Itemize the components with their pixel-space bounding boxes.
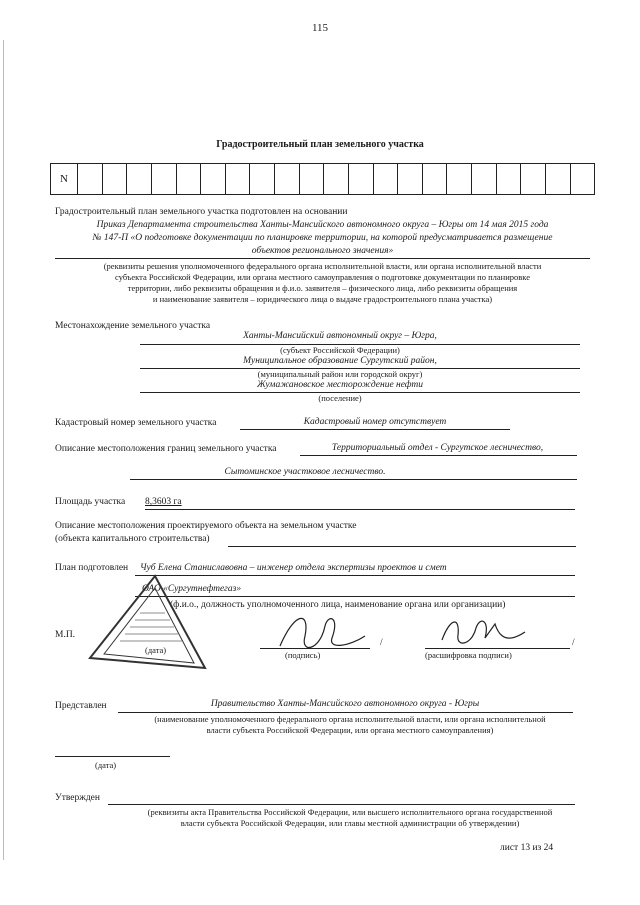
- presented-date-line: [55, 756, 170, 757]
- grid-cell: [348, 164, 373, 194]
- location-settlement-caption: (поселение): [318, 393, 362, 403]
- page-number: 115: [311, 22, 329, 34]
- mp-label: М.П.: [55, 630, 76, 640]
- prepared-caption: (ф.и.о., должность уполномоченного лица, наименование органа или организации): [170, 600, 506, 610]
- sheet-counter: лист 13 из 24: [500, 843, 554, 853]
- grid-cell: [471, 164, 496, 194]
- grid-cell: [520, 164, 545, 194]
- basis-underline: [55, 258, 590, 259]
- grid-label: N: [60, 173, 68, 185]
- boundaries-line-2: [130, 479, 577, 480]
- object-label-1: Описание местоположения проектируемого объекта на земельном участке: [55, 521, 357, 531]
- location-district: Муниципальное образование Сургутский район,: [243, 356, 437, 366]
- grid-cell: [200, 164, 225, 194]
- approved-caption-1: (реквизиты акта Правительства Российской Федерации, или высшего исполнительного органа государственной: [147, 807, 553, 817]
- signature-separator: /: [380, 638, 383, 648]
- grid-cell: [274, 164, 299, 194]
- area-label: Площадь участка: [55, 497, 126, 507]
- grid-cell: [299, 164, 324, 194]
- location-subject-caption: (субъект Российской Федерации): [280, 345, 400, 355]
- decode-line: [425, 648, 570, 649]
- decode-caption: (расшифровка подписи): [425, 650, 512, 660]
- prepared-value-1: Чуб Елена Станиславовна – инженер отдела экспертизы проектов и смет: [140, 563, 447, 573]
- grid-cell: [373, 164, 398, 194]
- seal-stamp: [80, 568, 215, 678]
- presented-value: Правительство Ханты-Мансийского автономного округа - Югры: [210, 699, 480, 709]
- presented-line: [118, 712, 573, 713]
- object-line: [228, 546, 576, 547]
- grid-cell: [323, 164, 348, 194]
- prepared-label: План подготовлен: [55, 563, 129, 573]
- presented-caption-2: власти субъекта Российской Федерации, или органа местного самоуправления): [206, 725, 494, 735]
- basis-line-1: Приказ Департамента строительства Ханты-Мансийского автономного округа – Югры от 14 мая 2015 года: [96, 220, 549, 230]
- cadastral-line: [240, 429, 510, 430]
- area-line: [145, 509, 575, 510]
- document-title: Градостроительный план земельного участка: [216, 139, 424, 150]
- cadastral-value: Кадастровый номер отсутствует: [303, 417, 447, 427]
- grid-cell: [397, 164, 422, 194]
- grid-cell: [77, 164, 102, 194]
- boundaries-value-2: Сытоминское участковое лесничество.: [224, 467, 386, 477]
- grid-cell: [545, 164, 570, 194]
- boundaries-line-1: [300, 455, 577, 456]
- basis-line-3: объектов регионального значения»: [251, 246, 394, 256]
- grid-cell: [496, 164, 521, 194]
- presented-date-caption: (дата): [95, 760, 117, 770]
- basis-label: Градостроительный план земельного участка подготовлен на основании: [55, 207, 348, 217]
- basis-line-2: № 147-П «О подготовке документации по планировке территории, на которой предусматривается размещение: [92, 233, 553, 243]
- object-label-2: (объекта капитального строительства): [55, 534, 210, 544]
- basis-caption-1: (реквизиты решения уполномоченного федерального органа исполнительной власти, или органа исполнительной власти: [103, 261, 542, 271]
- grid-cell: [249, 164, 274, 194]
- grid-cell: [176, 164, 201, 194]
- grid-cell: [225, 164, 250, 194]
- boundaries-label: Описание местоположения границ земельного участка: [55, 444, 277, 454]
- location-settlement: Жумажановское месторождение нефти: [257, 380, 423, 390]
- grid-cell: [126, 164, 151, 194]
- signature-caption: (подпись): [285, 650, 321, 660]
- basis-caption-4: и наименование заявителя – юридического лица о выдаче градостроительного плана участка): [152, 294, 493, 304]
- grid-cell: [446, 164, 471, 194]
- location-subject: Ханты-Мансийский автономный округ – Югра,: [243, 331, 437, 341]
- basis-caption-2: субъекта Российской Федерации, или органа местного самоуправления о подготовке документации по планировке: [115, 272, 530, 282]
- boundaries-value-1: Территориальный отдел - Сургутское лесничество,: [331, 443, 544, 453]
- grid-cell: [570, 164, 595, 194]
- grid-cell: [151, 164, 176, 194]
- approved-line: [108, 804, 575, 805]
- decode-separator: /: [572, 638, 575, 648]
- presented-label: Представлен: [55, 701, 107, 711]
- number-grid: [50, 163, 595, 195]
- location-label: Местонахождение земельного участка: [55, 321, 211, 331]
- approved-caption-2: власти субъекта Российской Федерации, или главы местной администрации об утверждении): [180, 818, 520, 828]
- area-value: 8,3603 га: [145, 497, 182, 507]
- approved-label: Утвержден: [55, 793, 100, 803]
- basis-caption-3: территории, либо реквизиты обращения и ф.и.о. заявителя – физического лица, либо реквизиты обращения: [127, 283, 518, 293]
- cadastral-label: Кадастровый номер земельного участка: [55, 418, 217, 428]
- binding-edge: [3, 40, 4, 860]
- prepared-date-caption: (дата): [145, 645, 167, 655]
- location-district-caption: (муниципальный район или городской округ): [257, 369, 423, 379]
- grid-cell: [102, 164, 127, 194]
- signature-line: [260, 648, 370, 649]
- prepared-value-2: ОАО «Сургутнефтегаз»: [142, 584, 242, 594]
- presented-caption-1: (наименование уполномоченного федерального органа исполнительной власти, или органа исполнительной: [154, 714, 546, 724]
- grid-cell: [422, 164, 447, 194]
